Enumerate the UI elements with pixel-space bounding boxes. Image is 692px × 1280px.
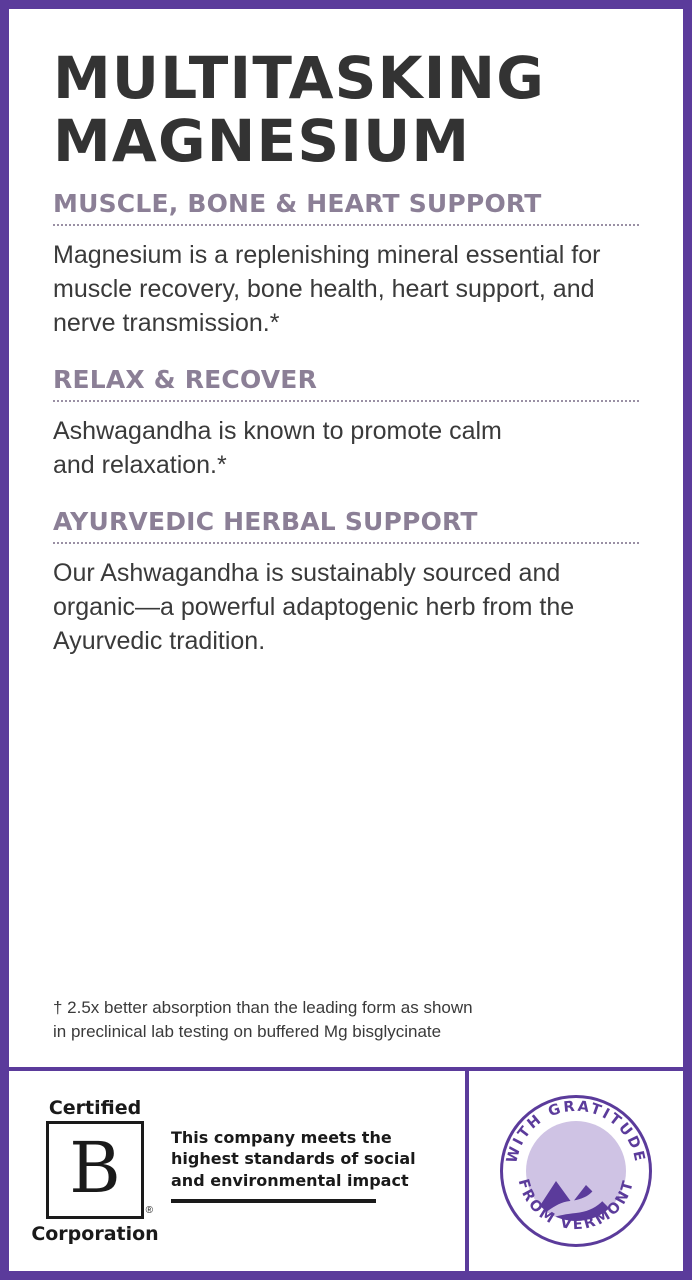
seal-text xyxy=(500,1095,652,1247)
footnote-line: † 2.5x better absorption than the leading form as shown xyxy=(53,997,473,1017)
body-line: and relaxation.* xyxy=(53,450,227,479)
vermont-badge xyxy=(469,1071,683,1271)
body-line: nerve transmission.* xyxy=(53,309,280,337)
section-heading: AYURVEDIC HERBAL SUPPORT xyxy=(53,506,478,536)
bcorp-certified-label: Certified xyxy=(48,1097,142,1119)
body-line: Our Ashwagandha is sustainably sourced and xyxy=(53,558,561,587)
label-content xyxy=(9,9,683,1067)
bcorp-b-icon xyxy=(46,1121,153,1219)
section-heading: MUSCLE, BONE & HEART SUPPORT xyxy=(53,189,542,219)
section-body xyxy=(53,414,639,482)
section-muscle-bone-heart xyxy=(53,190,639,340)
divider xyxy=(53,400,639,402)
body-line: Ayurvedic tradition. xyxy=(53,626,266,655)
bcorp-letter: B xyxy=(69,1127,121,1209)
divider xyxy=(171,1199,376,1203)
section-body xyxy=(53,556,639,658)
bcorp-statement-line: This company meets the xyxy=(171,1128,392,1148)
body-line: Ashwagandha is known to promote calm xyxy=(53,416,502,445)
seal-bottom-text: FROM VERMONT xyxy=(514,1177,638,1234)
title-line-1: MULTITASKING xyxy=(53,44,546,112)
body-line: organic—a powerful adaptogenic herb from the xyxy=(53,592,575,621)
spacer xyxy=(53,684,639,996)
bcorp-statement xyxy=(171,1127,416,1214)
section-body xyxy=(53,238,639,340)
seal-top-text: WITH GRATITUDE xyxy=(504,1098,648,1165)
section-heading: RELAX & RECOVER xyxy=(53,365,318,394)
badge-row xyxy=(9,1067,683,1271)
page-title xyxy=(53,44,639,175)
divider xyxy=(53,542,639,544)
registered-trademark-icon: ® xyxy=(145,1205,153,1216)
section-relax-recover xyxy=(53,366,639,482)
bcorp-badge xyxy=(9,1071,469,1271)
footnote-line: in preclinical lab testing on buffered Mg bisglycinate xyxy=(53,1022,442,1042)
body-line: Magnesium is a replenishing mineral essential for xyxy=(53,241,601,269)
bcorp-mark xyxy=(31,1097,159,1245)
bcorp-statement-line: and environmental impact xyxy=(171,1170,409,1190)
bcorp-statement-line: highest standards of social xyxy=(171,1149,416,1169)
divider xyxy=(53,224,639,226)
footnote xyxy=(53,996,639,1045)
title-line-2: MAGNESIUM xyxy=(53,106,471,175)
section-ayurvedic-herbal-support xyxy=(53,508,639,658)
body-line: muscle recovery, bone health, heart support, and xyxy=(53,275,595,303)
bcorp-corporation-label: Corporation xyxy=(31,1223,159,1245)
vermont-seal-icon xyxy=(500,1095,652,1247)
